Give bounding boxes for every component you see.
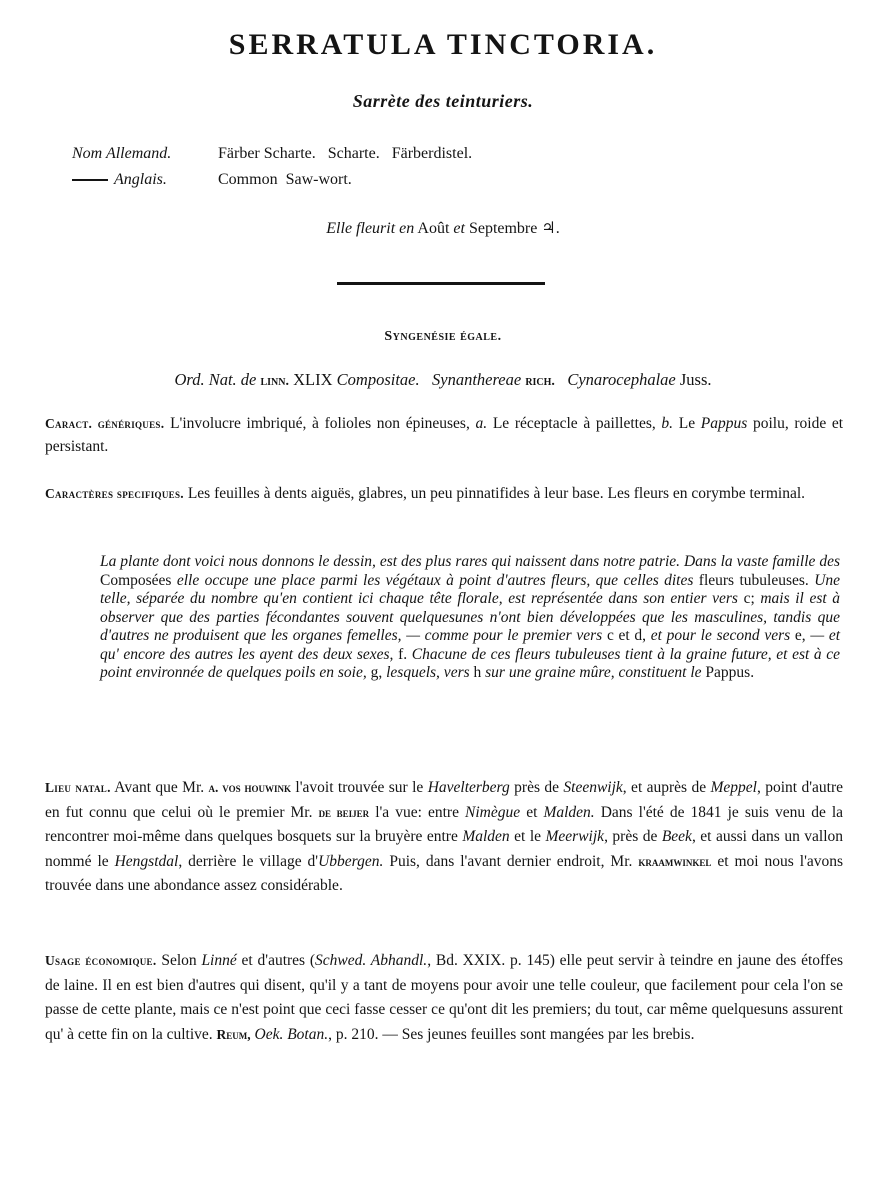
desc-text: et pour le second vers bbox=[650, 627, 791, 644]
lieu-text: , et auprès de bbox=[622, 779, 707, 796]
figure-ref-c: c; bbox=[743, 590, 755, 607]
lieu-text: et le bbox=[514, 828, 542, 845]
lieu-text: l'avoit trouvée sur le bbox=[295, 779, 424, 796]
lieu-text: Puis, dans l'avant dernier endroit, Mr. bbox=[389, 852, 633, 870]
economic-usage-paragraph bbox=[45, 949, 843, 1047]
place-name: Meerwijk bbox=[545, 828, 605, 845]
figure-ref-f: f. bbox=[398, 645, 408, 663]
order-author-rich: rich. bbox=[525, 374, 555, 389]
order-synanthereae: Synanthereae bbox=[432, 370, 522, 389]
desc-roman: fleurs tubuleuses. bbox=[698, 571, 809, 589]
flowering-line bbox=[0, 218, 886, 238]
place-name: Hengstdal bbox=[114, 852, 179, 870]
place-name: Beek bbox=[661, 828, 692, 845]
german-label: Nom Allemand. bbox=[72, 145, 172, 162]
usage-text: et d'autres ( bbox=[241, 952, 316, 969]
desc-text: Chacune de ces fleurs tubuleuses tient à la graine future, et est à ce point environnée de quelques poils en soie, bbox=[100, 645, 841, 681]
place-name: Havelterberg bbox=[427, 779, 510, 796]
english-label: Anglais. bbox=[114, 171, 167, 188]
order-author-linn: linn. bbox=[260, 374, 289, 389]
desc-text: mais il est à observer que des parties fécondantes souvent quelquesunes n'ont bien développées que les masculines, tandis que d'autres ne produisent que les organes femelles, — comme pour le premier vers bbox=[100, 590, 841, 644]
author-name: Reum, bbox=[216, 1026, 251, 1042]
person-name: de beijer bbox=[318, 804, 370, 820]
desc-text: elle occupe une place parmi les végétaux à point d'autres fleurs, que celles dites bbox=[176, 571, 694, 589]
generic-heading: Caract. génériques. bbox=[45, 416, 165, 431]
page-title: SERRATULA TINCTORIA. bbox=[228, 28, 658, 61]
german-name-row bbox=[72, 145, 472, 171]
place-name: Malden. bbox=[543, 803, 595, 821]
classification-heading: Syngenésie égale. bbox=[384, 329, 502, 344]
flowering-month-2: Septembre ♃. bbox=[468, 220, 560, 237]
usage-text: Selon bbox=[161, 952, 197, 969]
divider-rule bbox=[337, 282, 545, 285]
order-author-juss: Juss. bbox=[679, 370, 712, 389]
figure-ref-g: g, bbox=[370, 664, 383, 681]
desc-text: Une telle, séparée du nombre qu'en contient ici chaque tête florale, est représentée dans son entier vers bbox=[100, 571, 841, 607]
pappus-term: Pappus bbox=[700, 415, 748, 432]
place-name: Nimègue bbox=[465, 803, 521, 821]
author-name: Linné bbox=[201, 952, 237, 969]
lieu-text: , point d'autre en fut connu que celui où le premier Mr. bbox=[45, 779, 844, 821]
specific-heading: Caractères specifiques. bbox=[45, 486, 184, 501]
usage-text: , p. 210. — Ses jeunes feuilles sont mangées par les brebis. bbox=[328, 1025, 695, 1043]
order-text: Ord. Nat. de bbox=[174, 370, 257, 389]
generic-characters-paragraph bbox=[45, 412, 843, 458]
lieu-text: Avant que Mr. bbox=[114, 779, 205, 796]
description-paragraph bbox=[100, 553, 840, 683]
flowering-text-1: Elle fleurit en bbox=[326, 220, 415, 237]
desc-text: — et qu' encore des autres les ayent des deux sexes, bbox=[100, 627, 841, 663]
subtitle: Sarrète des teinturiers. bbox=[352, 91, 534, 111]
ditto-dash bbox=[72, 179, 108, 181]
place-name: Ubbergen. bbox=[318, 852, 384, 870]
place-name: Steenwijk bbox=[563, 779, 623, 796]
usage-heading: Usage économique. bbox=[45, 953, 157, 968]
english-label-wrap bbox=[72, 171, 218, 189]
english-name-row bbox=[72, 171, 472, 197]
natural-order-line bbox=[0, 370, 886, 390]
citation-title: Oek. Botan. bbox=[254, 1025, 329, 1043]
figure-ref-a: a. bbox=[475, 415, 488, 432]
usage-text: , Bd. XXIX. p. 145) elle peut servir à teindre en jaune des étoffes de laine. Il en est bien d'autres qui disent, qu'il y a tant de moyens pour avoir une telle couleur, que facilement pour cela l'on se passe de cette plante, mais ce n'est point que ceci fasse cesser ce qu'ont dit les premiers; du tout, car même quelquesuns assurent qu' à cette fin on la cultive. bbox=[45, 952, 843, 1043]
lieu-text: , derrière le village d' bbox=[178, 852, 319, 870]
generic-text-3: Le bbox=[678, 415, 696, 432]
desc-roman: Composées bbox=[100, 571, 172, 589]
lieu-text: , près de bbox=[604, 828, 658, 845]
citation-title: Schwed. Abhandl. bbox=[315, 952, 428, 969]
desc-text: sur une graine mûre, constituent le bbox=[485, 664, 702, 681]
pappus-term: Pappus. bbox=[705, 664, 755, 681]
flowering-month-1: Août bbox=[417, 220, 450, 237]
place-name: Malden bbox=[462, 828, 510, 845]
native-locality-paragraph bbox=[45, 776, 843, 899]
figure-ref-b: b. bbox=[661, 415, 674, 432]
lieu-heading: Lieu natal. bbox=[45, 780, 111, 795]
order-compositae: Compositae. bbox=[336, 370, 420, 389]
specific-text: Les feuilles à dents aiguës, glabres, un peu pinnatifides à leur base. Les fleurs en corymbe terminal. bbox=[187, 485, 806, 502]
desc-text: La plante dont voici nous donnons le dessin, est des plus rares qui naissent dans notre patrie. Dans la vaste famille des bbox=[100, 553, 840, 570]
order-cynarocephalae: Cynarocephalae bbox=[567, 370, 676, 389]
figure-ref-e: e, bbox=[794, 627, 806, 644]
german-value: Färber Scharte. Scharte. Färberdistel. bbox=[218, 145, 473, 162]
person-name: a. vos houwink bbox=[208, 780, 292, 795]
lieu-text: et moi nous l'avons trouvée dans une abondance assez considérable. bbox=[45, 852, 844, 894]
common-names bbox=[72, 145, 472, 197]
figure-ref-cd: c et d, bbox=[606, 627, 647, 644]
flowering-text-2: et bbox=[453, 220, 465, 237]
generic-text-2: Le réceptacle à paillettes, bbox=[492, 415, 656, 432]
english-value: Common Saw-wort. bbox=[218, 171, 352, 188]
place-name: Meppel bbox=[710, 779, 757, 796]
specific-characters-paragraph bbox=[45, 482, 843, 505]
lieu-text: et bbox=[526, 803, 538, 821]
figure-ref-h: h bbox=[473, 664, 482, 681]
generic-text-1: L'involucre imbriqué, à folioles non épineuses, bbox=[170, 415, 470, 432]
lieu-text: Dans l'été de 1841 je suis venu de la rencontrer moi-même dans quelques bosquets sur la bruyère entre bbox=[45, 803, 844, 845]
generic-text-4: poilu, roide et persistant. bbox=[45, 415, 844, 455]
order-number: XLIX bbox=[293, 370, 333, 389]
lieu-text: , et aussi dans un vallon nommé le bbox=[45, 828, 844, 870]
lieu-text: près de bbox=[514, 779, 559, 796]
lieu-text: l'a vue: entre bbox=[375, 803, 459, 821]
desc-text: lesquels, vers bbox=[386, 664, 470, 681]
person-name: kraamwinkel bbox=[638, 853, 712, 869]
